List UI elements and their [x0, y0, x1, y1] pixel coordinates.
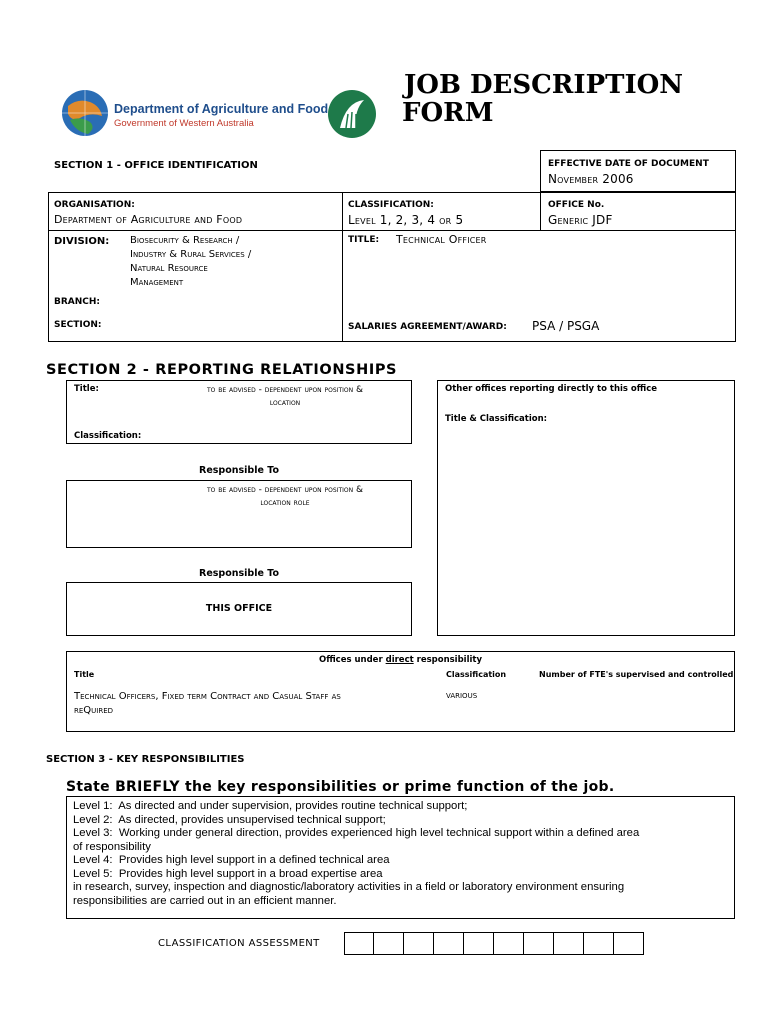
wa-emblem-icon — [326, 88, 378, 140]
offices-under-post: responsibility — [413, 655, 483, 665]
dept-name: Department of Agriculture and Food — [114, 102, 329, 116]
responsible-to-value — [150, 484, 420, 510]
responsible-to-line: location role — [260, 498, 310, 508]
offices-under-pre: Offices under — [318, 655, 386, 665]
other-offices-label: Other offices reporting directly to this office — [445, 384, 658, 394]
row-title-line: Technical Officers, Fixed term Contract and Casual Staff as — [74, 691, 341, 702]
assessment-cell[interactable] — [464, 932, 494, 955]
classification-assessment-cells — [344, 932, 644, 955]
state-briefly-heading: State BRIEFLY the key responsibilities or prime function of the job. — [66, 779, 615, 795]
office-no-value: Generic JDF — [548, 213, 613, 227]
responsibility-line: of responsibility — [73, 840, 151, 853]
col-fte: Number of FTE's supervised and controlled — [539, 670, 734, 679]
row-title — [74, 690, 341, 718]
division-line: Management — [130, 277, 184, 288]
assessment-cell[interactable] — [554, 932, 584, 955]
row-title-line: reQuired — [74, 705, 114, 716]
responsibilities-text — [73, 800, 639, 908]
division-value — [130, 234, 251, 290]
form-title-line1: JOB DESCRIPTION — [404, 70, 684, 100]
col-title: Title — [74, 670, 95, 679]
organisation-label: ORGANISATION: — [54, 200, 135, 210]
assessment-cell[interactable] — [524, 932, 554, 955]
classification-label: CLASSIFICATION: — [348, 200, 434, 210]
responsible-to-2: Responsible To — [199, 568, 279, 579]
assessment-cell[interactable] — [494, 932, 524, 955]
effective-date-value: November 2006 — [548, 172, 634, 186]
section3-heading: SECTION 3 - KEY RESPONSIBILITIES — [46, 754, 245, 765]
assessment-cell[interactable] — [404, 932, 434, 955]
salaries-label: SALARIES AGREEMENT/AWARD: — [348, 322, 507, 332]
reporting-title-line: location — [269, 398, 301, 408]
assessment-cell[interactable] — [374, 932, 404, 955]
responsibility-line: Level 1: As directed and under supervision, provides routine technical support; — [73, 800, 468, 812]
section2-heading: SECTION 2 - REPORTING RELATIONSHIPS — [46, 362, 398, 378]
this-office-label: THIS OFFICE — [205, 603, 273, 614]
assessment-cell[interactable] — [584, 932, 614, 955]
reporting-classification-label: Classification: — [74, 431, 142, 441]
division-line: Biosecurity & Research / — [130, 235, 240, 246]
office-no-label: OFFICE No. — [548, 200, 605, 210]
title-classification-label: Title & Classification: — [445, 414, 548, 424]
col-classification: Classification — [446, 670, 507, 679]
responsible-to-line: to be advised - dependent upon position & — [207, 485, 363, 495]
responsibility-line: in research, survey, inspection and diagnostic/laboratory activities in a field or laboratory environment ensuring — [73, 881, 625, 893]
reporting-title-label: Title: — [74, 384, 99, 394]
division-label: DIVISION: — [54, 236, 110, 247]
responsible-to-1: Responsible To — [199, 465, 279, 476]
dept-subtitle: Government of Western Australia — [114, 118, 254, 129]
assessment-cell[interactable] — [614, 932, 644, 955]
section1-heading: SECTION 1 - OFFICE IDENTIFICATION — [54, 160, 258, 171]
reporting-title-line: to be advised - dependent upon position & — [207, 385, 363, 395]
divider — [342, 192, 343, 342]
divider — [540, 192, 541, 230]
responsibility-line: Level 4: Provides high level support in a defined technical area — [73, 854, 390, 866]
title-label: TITLE: — [348, 235, 380, 245]
responsibility-line: Level 3: Working under general direction, provides experienced high level technical support within a defined area — [73, 827, 640, 839]
assessment-cell[interactable] — [434, 932, 464, 955]
dept-logo — [60, 88, 110, 138]
classification-assessment-label: CLASSIFICATION ASSESSMENT — [158, 938, 320, 949]
section-label: SECTION: — [54, 320, 102, 330]
assessment-cell[interactable] — [344, 932, 374, 955]
row-classification: various — [446, 690, 478, 701]
organisation-value: Department of Agriculture and Food — [54, 213, 243, 226]
responsibility-line: responsibilities are carried out in an efficient manner. — [73, 894, 337, 907]
effective-date-label: EFFECTIVE DATE OF DOCUMENT — [548, 159, 709, 169]
offices-under-heading — [66, 655, 735, 665]
salaries-value: PSA / PSGA — [532, 319, 600, 333]
reporting-title-value — [150, 384, 420, 410]
globe-logo-icon — [60, 88, 110, 138]
offices-under-direct: direct — [385, 655, 414, 665]
responsibility-line: Level 2: As directed, provides unsupervised technical support; — [73, 813, 386, 826]
responsibility-line: Level 5: Provides high level support in a broad expertise area — [73, 867, 383, 880]
title-value: Technical Officer — [396, 233, 487, 246]
divider — [48, 230, 736, 231]
form-title-line2: FORM — [402, 98, 494, 128]
division-line: Natural Resource — [130, 263, 208, 274]
classification-value: Level 1, 2, 3, 4 or 5 — [348, 213, 464, 227]
wa-emblem — [326, 88, 378, 140]
branch-label: BRANCH: — [54, 297, 101, 307]
division-line: Industry & Rural Services / — [130, 249, 252, 260]
